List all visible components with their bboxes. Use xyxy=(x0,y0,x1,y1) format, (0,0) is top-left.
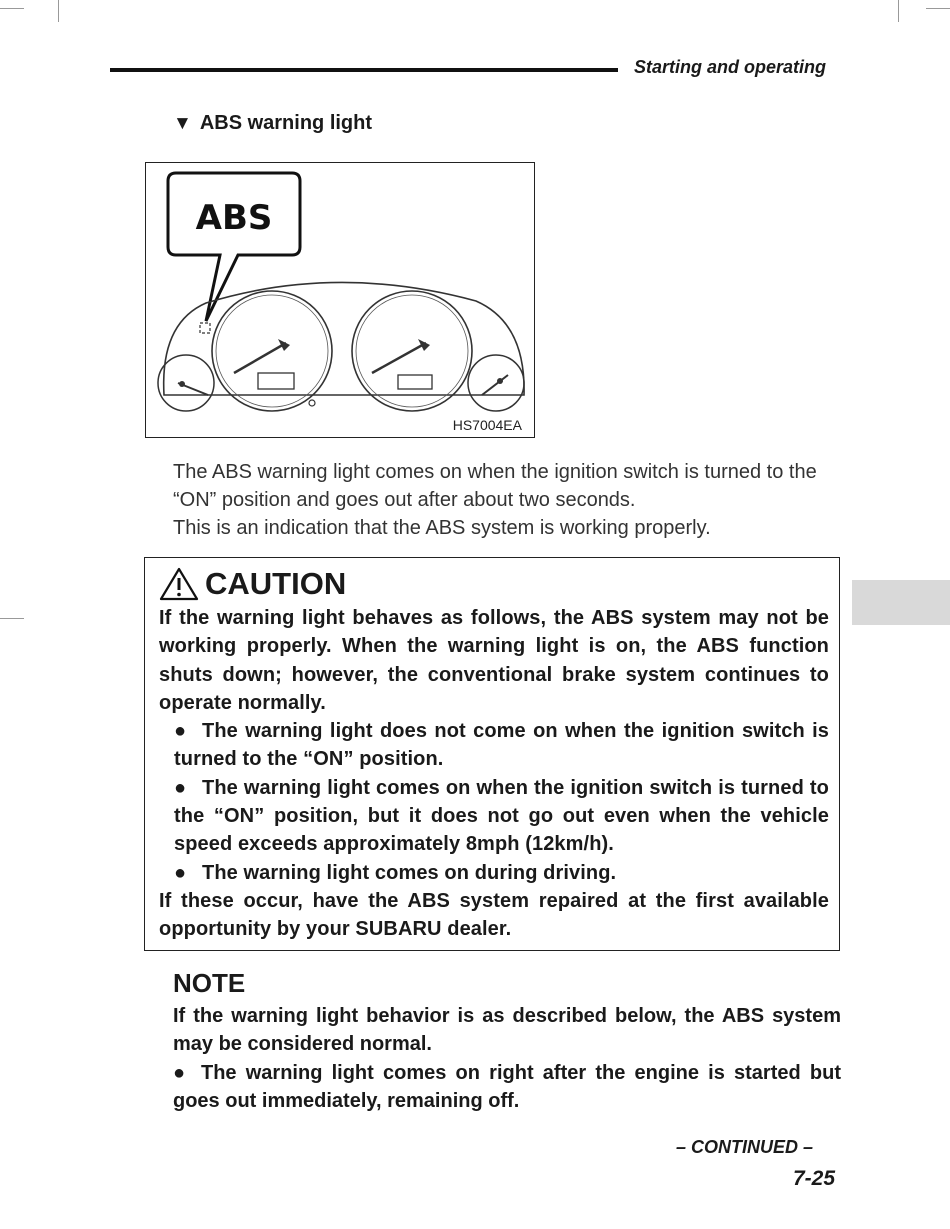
temp-needle xyxy=(482,375,508,395)
note-bullet: ● The warning light comes on right after the engine is started but goes out immediately, remaining off. xyxy=(173,1059,841,1116)
bullet-icon: ● xyxy=(174,720,187,743)
caution-outro: If these occur, have the ABS system repaired at the first available opportunity by your SUBARU dealer. xyxy=(159,889,829,941)
header-rule xyxy=(110,68,618,72)
speedometer-needle xyxy=(372,343,426,373)
instrument-cluster-figure xyxy=(145,162,535,438)
note-body xyxy=(173,1002,841,1115)
caution-intro: If the warning light behaves as follows, the ABS system may not be working properly. When the warning light is on, the ABS function shuts down; however, the conventional brake system continues to operate normally. xyxy=(159,607,829,714)
triangle-down-icon: ▼ xyxy=(173,112,192,134)
callout-label: ABS xyxy=(195,198,273,238)
caution-body xyxy=(159,604,829,944)
warning-triangle-icon xyxy=(159,567,199,601)
note-intro: If the warning light behavior is as described below, the ABS system may be considered normal. xyxy=(173,1005,841,1056)
tachometer-hub xyxy=(278,339,290,351)
gauge-hub xyxy=(497,378,503,384)
bullet-icon: ● xyxy=(173,1061,186,1084)
bullet-icon: ● xyxy=(174,776,187,799)
odometer-display xyxy=(258,373,294,389)
continued-label: – CONTINUED – xyxy=(676,1137,814,1157)
page-number: 7-25 xyxy=(793,1167,836,1190)
caution-bullet: ● The warning light comes on when the ignition switch is turned to the “ON” position, but it does not go out even when the vehicle speed exceeds approximately 8mph (12km/h). xyxy=(159,774,829,859)
section-heading xyxy=(173,112,372,135)
crop-mark xyxy=(926,8,950,9)
gauge-hub xyxy=(179,381,185,387)
abs-lamp xyxy=(200,323,210,333)
caution-heading xyxy=(159,566,346,602)
header-title: Starting and operating xyxy=(634,57,827,77)
caution-title: CAUTION xyxy=(205,566,347,601)
caution-box xyxy=(144,557,840,951)
callout-bubble xyxy=(168,173,300,321)
crop-mark xyxy=(898,0,899,22)
body-line: This is an indication that the ABS system is working properly. xyxy=(173,517,711,539)
instrument-cluster-illustration xyxy=(146,163,536,439)
body-line: The ABS warning light comes on when the ignition switch is turned to the “ON” position and goes out after about two seconds. xyxy=(173,461,817,511)
figure-code: HS7004EA xyxy=(452,417,522,433)
crop-mark xyxy=(0,8,24,9)
fuel-gauge xyxy=(158,355,214,411)
caution-bullet: ● The warning light comes on during driving. xyxy=(159,859,829,887)
body-paragraph xyxy=(173,458,853,542)
note-title: NOTE xyxy=(173,968,246,998)
crop-mark xyxy=(0,618,24,619)
bullet-icon: ● xyxy=(174,861,187,884)
speedometer-hub xyxy=(418,339,430,351)
caution-bullet: ● The warning light does not come on when the ignition switch is turned to the “ON” position. xyxy=(159,717,829,774)
trip-reset-knob xyxy=(309,400,315,406)
section-heading-text: ABS warning light xyxy=(199,112,373,134)
chapter-tab xyxy=(852,580,950,625)
crop-mark xyxy=(58,0,59,22)
trip-display xyxy=(398,375,432,389)
tachometer-needle xyxy=(234,343,286,373)
